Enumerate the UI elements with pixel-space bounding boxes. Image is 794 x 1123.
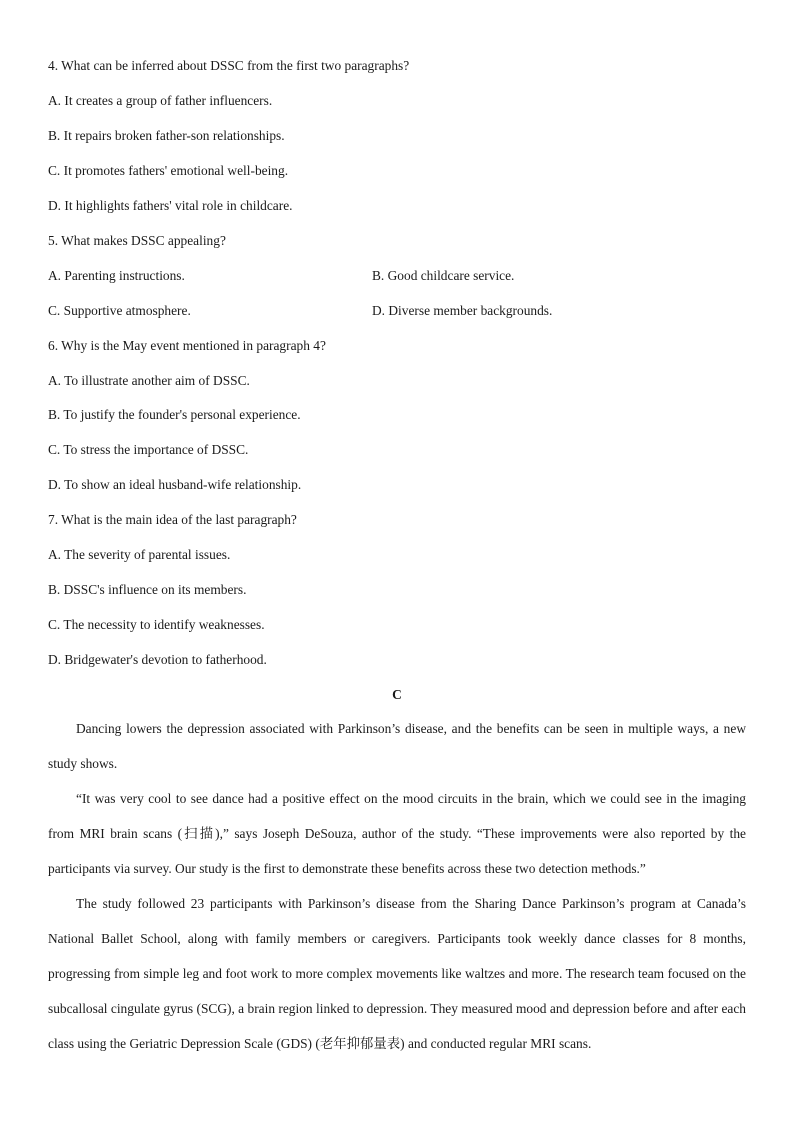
question-5-option-b: B. Good childcare service.	[372, 268, 515, 283]
question-6-option-b: B. To justify the founder's personal experience.	[48, 407, 301, 422]
question-6-option-a: A. To illustrate another aim of DSSC.	[48, 373, 250, 388]
question-5-option-a: A. Parenting instructions.	[48, 268, 185, 283]
question-4-stem: 4. What can be inferred about DSSC from the first two paragraphs?	[48, 58, 410, 73]
section-c-paragraph-1: Dancing lowers the depression associated with Parkinson’s disease, and the benefits can be seen in multiple ways, a new study shows.	[48, 721, 746, 771]
section-c-title: C	[392, 687, 402, 702]
question-7-option-d: D. Bridgewater's devotion to fatherhood.	[48, 652, 267, 667]
question-6-stem: 6. Why is the May event mentioned in paragraph 4?	[48, 338, 326, 353]
question-7-option-c: C. The necessity to identify weaknesses.	[48, 617, 265, 632]
question-5-option-c: C. Supportive atmosphere.	[48, 303, 191, 318]
section-c-paragraph-3: The study followed 23 participants with Parkinson’s disease from the Sharing Dance Parkinson’s program at Canada’s National Ballet School, along with family members or caregivers. Participants took weekly dance classes for 8 months, progressing from simple leg and foot work to more complex movements like waltzes and more. The research team focused on the subcallosal cingulate gyrus (SCG), a brain region linked to depression. They measured mood and depression before and after each class using the Geriatric Depression Scale (GDS) (老年抑郁量表) and conducted regular MRI scans.	[48, 896, 746, 1051]
question-7-option-a: A. The severity of parental issues.	[48, 547, 231, 562]
question-4-option-a: A. It creates a group of father influencers.	[48, 93, 273, 108]
question-6-option-c: C. To stress the importance of DSSC.	[48, 442, 249, 457]
question-7-stem: 7. What is the main idea of the last paragraph?	[48, 512, 297, 527]
question-4-option-b: B. It repairs broken father-son relationships.	[48, 128, 285, 143]
question-4-option-c: C. It promotes fathers' emotional well-being.	[48, 163, 289, 178]
question-6-option-d: D. To show an ideal husband-wife relationship.	[48, 477, 302, 492]
question-7-option-b: B. DSSC's influence on its members.	[48, 582, 247, 597]
section-c-paragraph-2: “It was very cool to see dance had a positive effect on the mood circuits in the brain, which we could see in the imaging from MRI brain scans (扫描),” says Joseph DeSouza, author of the study. “These improvements were also reported by the participants via survey. Our study is the first to demonstrate these benefits across these two detection methods.”	[48, 791, 746, 876]
question-5-stem: 5. What makes DSSC appealing?	[48, 233, 226, 248]
question-4-option-d: D. It highlights fathers' vital role in childcare.	[48, 198, 293, 213]
question-5-option-d: D. Diverse member backgrounds.	[372, 303, 553, 318]
